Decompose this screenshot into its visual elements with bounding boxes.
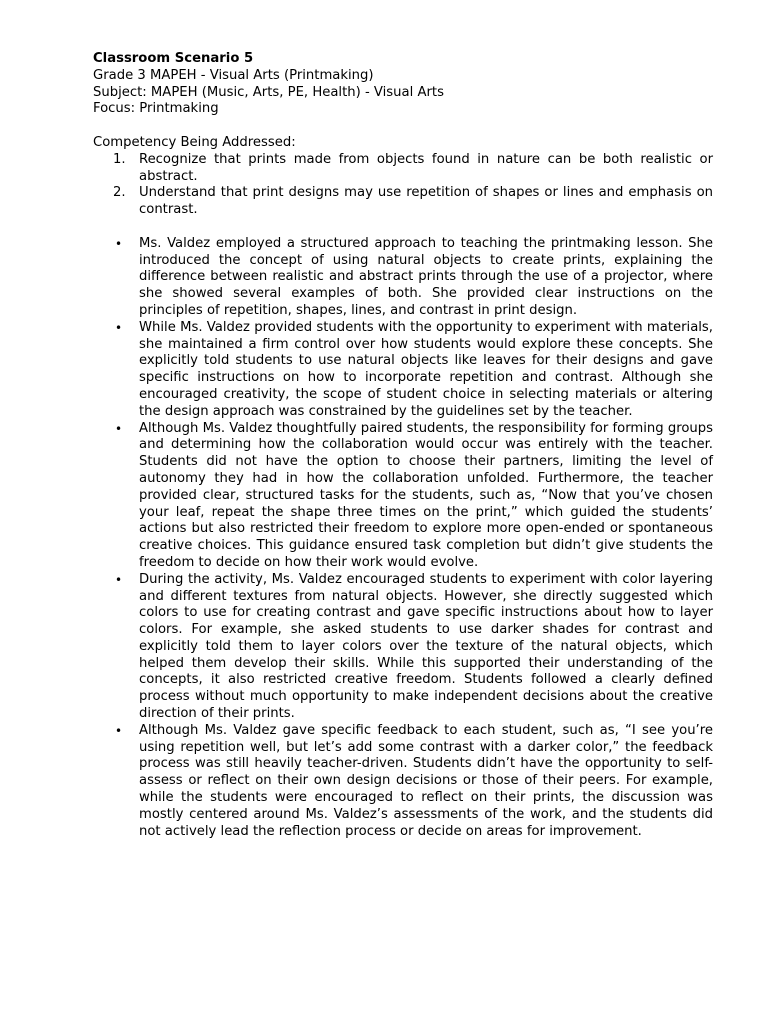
spacer [93,219,713,236]
competency-text: Recognize that prints made from objects found in nature can be both realistic or abstract. [139,151,713,184]
observation-text: During the activity, Ms. Valdez encouraged students to experiment with color layering and different textures from natural objects. However, she directly suggested which colors to use for creating contrast and gave specific instructions about how to layer colors. For example, she asked students to use darker shades for contrast and explicitly told them to layer colors over the texture of the natural objects, which helped them develop their skills. While this supported their understanding of the concepts, it also restricted creative freedom. Students followed a clearly defined process without much opportunity to make independent decisions about the creative direction of their prints. [139,571,713,722]
observation-list [93,236,713,841]
spacer [93,118,713,135]
bullet-icon: • [115,723,123,738]
observation-item [115,722,713,841]
document-page [93,51,713,840]
observation-text: Although Ms. Valdez gave specific feedback to each student, such as, “I see you’re using repetition well, but let’s add some contrast with a darker color,” the feedback process was still heavily teacher-driven. Students didn’t have the opportunity to self-assess or reflect on their own design decisions or those of their peers. For example, while the students were encouraged to reflect on their prints, the discussion was mostly centered around Ms. Valdez’s assessments of the work, and the students did not actively lead the reflection process or decide on areas for improvement. [139,722,713,839]
observation-item [115,235,713,320]
observation-text: Ms. Valdez employed a structured approach to teaching the printmaking lesson. She introduced the concept of using natural objects to create prints, explaining the difference between realistic and abstract prints through the use of a projector, where she showed several examples of both. She provided clear instructions on the principles of repetition, shapes, lines, and contrast in print design. [139,235,713,318]
bullet-icon: • [115,421,123,436]
competency-heading: Competency Being Addressed: [93,134,296,150]
competency-item [113,185,713,219]
observation-item [115,319,713,421]
observation-text: Although Ms. Valdez thoughtfully paired students, the responsibility for forming groups and determining how the collaboration would occur was entirely with the teacher. Students did not have the option to choose their partners, limiting the level of autonomy they had in how the collaboration unfolded. Furthermore, the teacher provided clear, structured tasks for the students, such as, “Now that you’ve chosen your leaf, repeat the shape three times on the print,” which guided the students’ actions but also restricted their freedom to explore more open-ended or spontaneous creative choices. This guidance ensured task completion but didn’t give students the freedom to decide on how their work would evolve. [139,420,713,570]
observation-text: While Ms. Valdez provided students with the opportunity to experiment with materials, she maintained a firm control over how students would explore these concepts. She explicitly told students to use natural objects like leaves for their designs and gave specific instructions on how to incorporate repetition and contrast. Although she encouraged creativity, the scope of student choice in selecting materials or altering the design approach was constrained by the guidelines set by the teacher. [139,319,713,419]
observation-item [115,571,713,723]
competency-item [113,151,713,186]
bullet-icon: • [115,236,123,251]
subject-line: Subject: MAPEH (Music, Arts, PE, Health) - Visual Arts [93,84,444,100]
focus-line: Focus: Printmaking [93,101,219,117]
competency-number: 2. [113,185,126,201]
competency-list [93,152,713,219]
bullet-icon: • [115,572,123,587]
competency-text: Understand that print designs may use repetition of shapes or lines and emphasis on contrast. [139,185,713,218]
bullet-icon: • [115,320,123,335]
competency-number: 1. [113,151,126,167]
grade-line: Grade 3 MAPEH - Visual Arts (Printmaking) [93,67,374,83]
observation-item [115,420,713,572]
document-title: Classroom Scenario 5 [93,51,254,66]
